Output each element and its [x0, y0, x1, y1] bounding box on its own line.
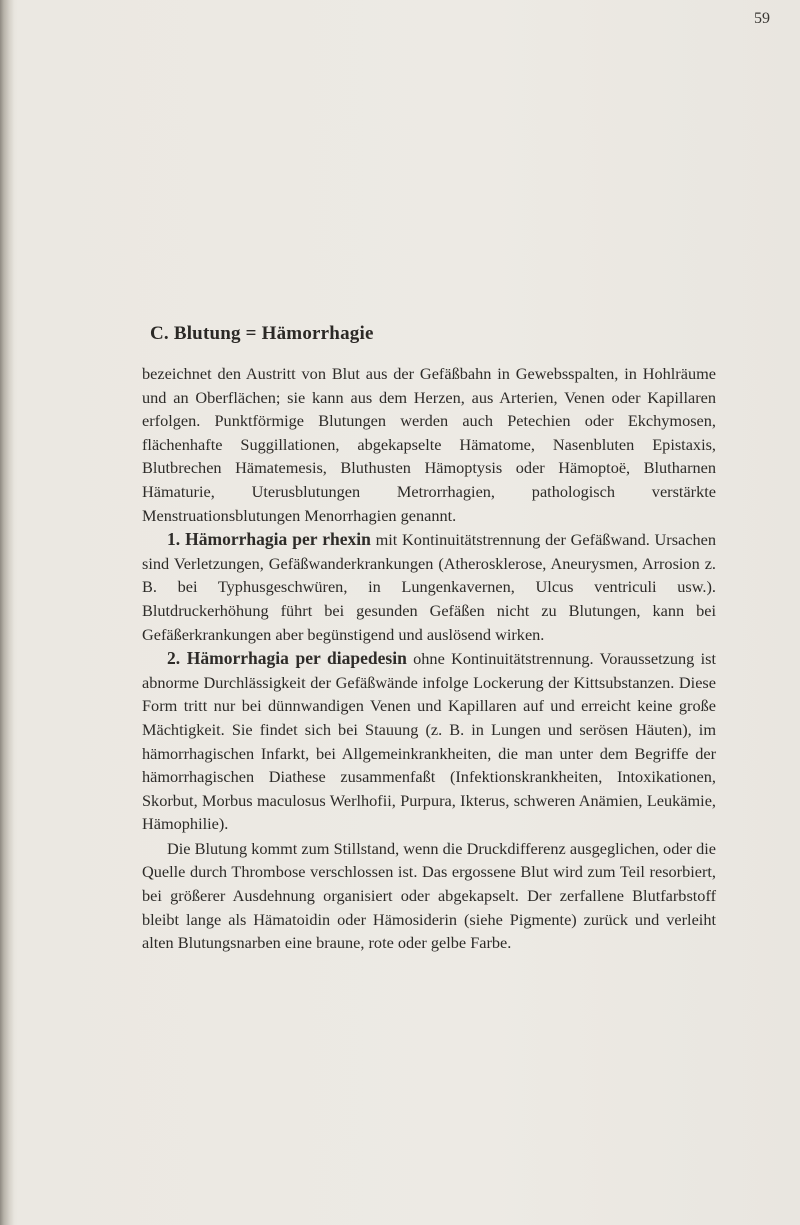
section-title: C. Blutung = Hämorrhagie — [150, 323, 374, 344]
item-1-paragraph — [142, 528, 716, 646]
intro-paragraph: bezeichnet den Austritt von Blut aus der Gefäßbahn in Gewebsspalten, in Hohlräume und an Oberflächen; sie kann aus dem Herzen, aus Arterien, Venen oder Kapillaren erfolgen. Punktförmige Blutungen werden auch Petechien oder Ekchymosen, flächenhafte Suggillationen, abgekapselte Hämatome, Nasenbluten Epistaxis, Blutbrechen Hämatemesis, Bluthusten Hämoptysis oder Hämoptoë, Blutharnen Hämaturie, Uterusblutungen Metrorrhagien, pathologisch verstärkte Menstruationsblutungen Menorrhagien genannt. — [142, 364, 716, 525]
closing-paragraph: Die Blutung kommt zum Stillstand, wenn die Druckdifferenz ausgeglichen, oder die Quelle durch Thrombose verschlossen ist. Das ergossene Blut wird zum Teil resorbiert, bei größerer Ausdehnung organisiert oder abgekapselt. Der zerfallene Blutfarbstoff bleibt lange als Hämatoidin oder Hämosiderin (siehe Pigmente) zurück und verleiht alten Blutungsnarben eine braune, rote oder gelbe Farbe. — [142, 838, 716, 953]
item-2-text: ohne Kontinuitätstrennung. Voraussetzung ist abnorme Durchlässigkeit der Gefäßwände infolge Lockerung der Kittsubstanzen. Diese Form tritt nur bei dünnwandigen Venen und Kapillaren auf und erreicht keine große Mächtigkeit. Sie findet sich bei Stauung (z. B. in Lungen und serösen Häuten), im hämorrhagischen Infarkt, bei Allgemeinkrankheiten, die man unter dem Begriffe der hämorrhagischen Diathese zusammenfaßt (Infektionskrankheiten, Intoxikationen, Skorbut, Morbus maculosus Werlhofii, Purpura, Ikterus, schweren Anämien, Leukämie, Hämophilie). — [142, 649, 716, 834]
page-number: 59 — [754, 10, 770, 27]
body-text — [142, 362, 716, 955]
item-1-text: mit Kontinuitätstrennung der Gefäßwand. Ursachen sind Verletzungen, Gefäßwanderkrankungen (Atherosklerose, Aneurysmen, Arrosion z. B. bei Typhusgeschwüren, in Lungenkavernen, Ulcus ventriculi usw.). Blutdruckerhöhung führt bei gesunden Gefäßen nicht zu Blutungen, kann bei Gefäßerkrankungen aber begünstigend und auslösend wirken. — [142, 530, 716, 644]
book-gutter-shadow — [0, 0, 14, 1225]
item-2-paragraph — [142, 647, 716, 836]
item-2-heading: 2. Hämorrhagia per diapedesin — [167, 648, 407, 669]
item-1-heading: 1. Hämorrhagia per rhexin — [167, 529, 371, 550]
